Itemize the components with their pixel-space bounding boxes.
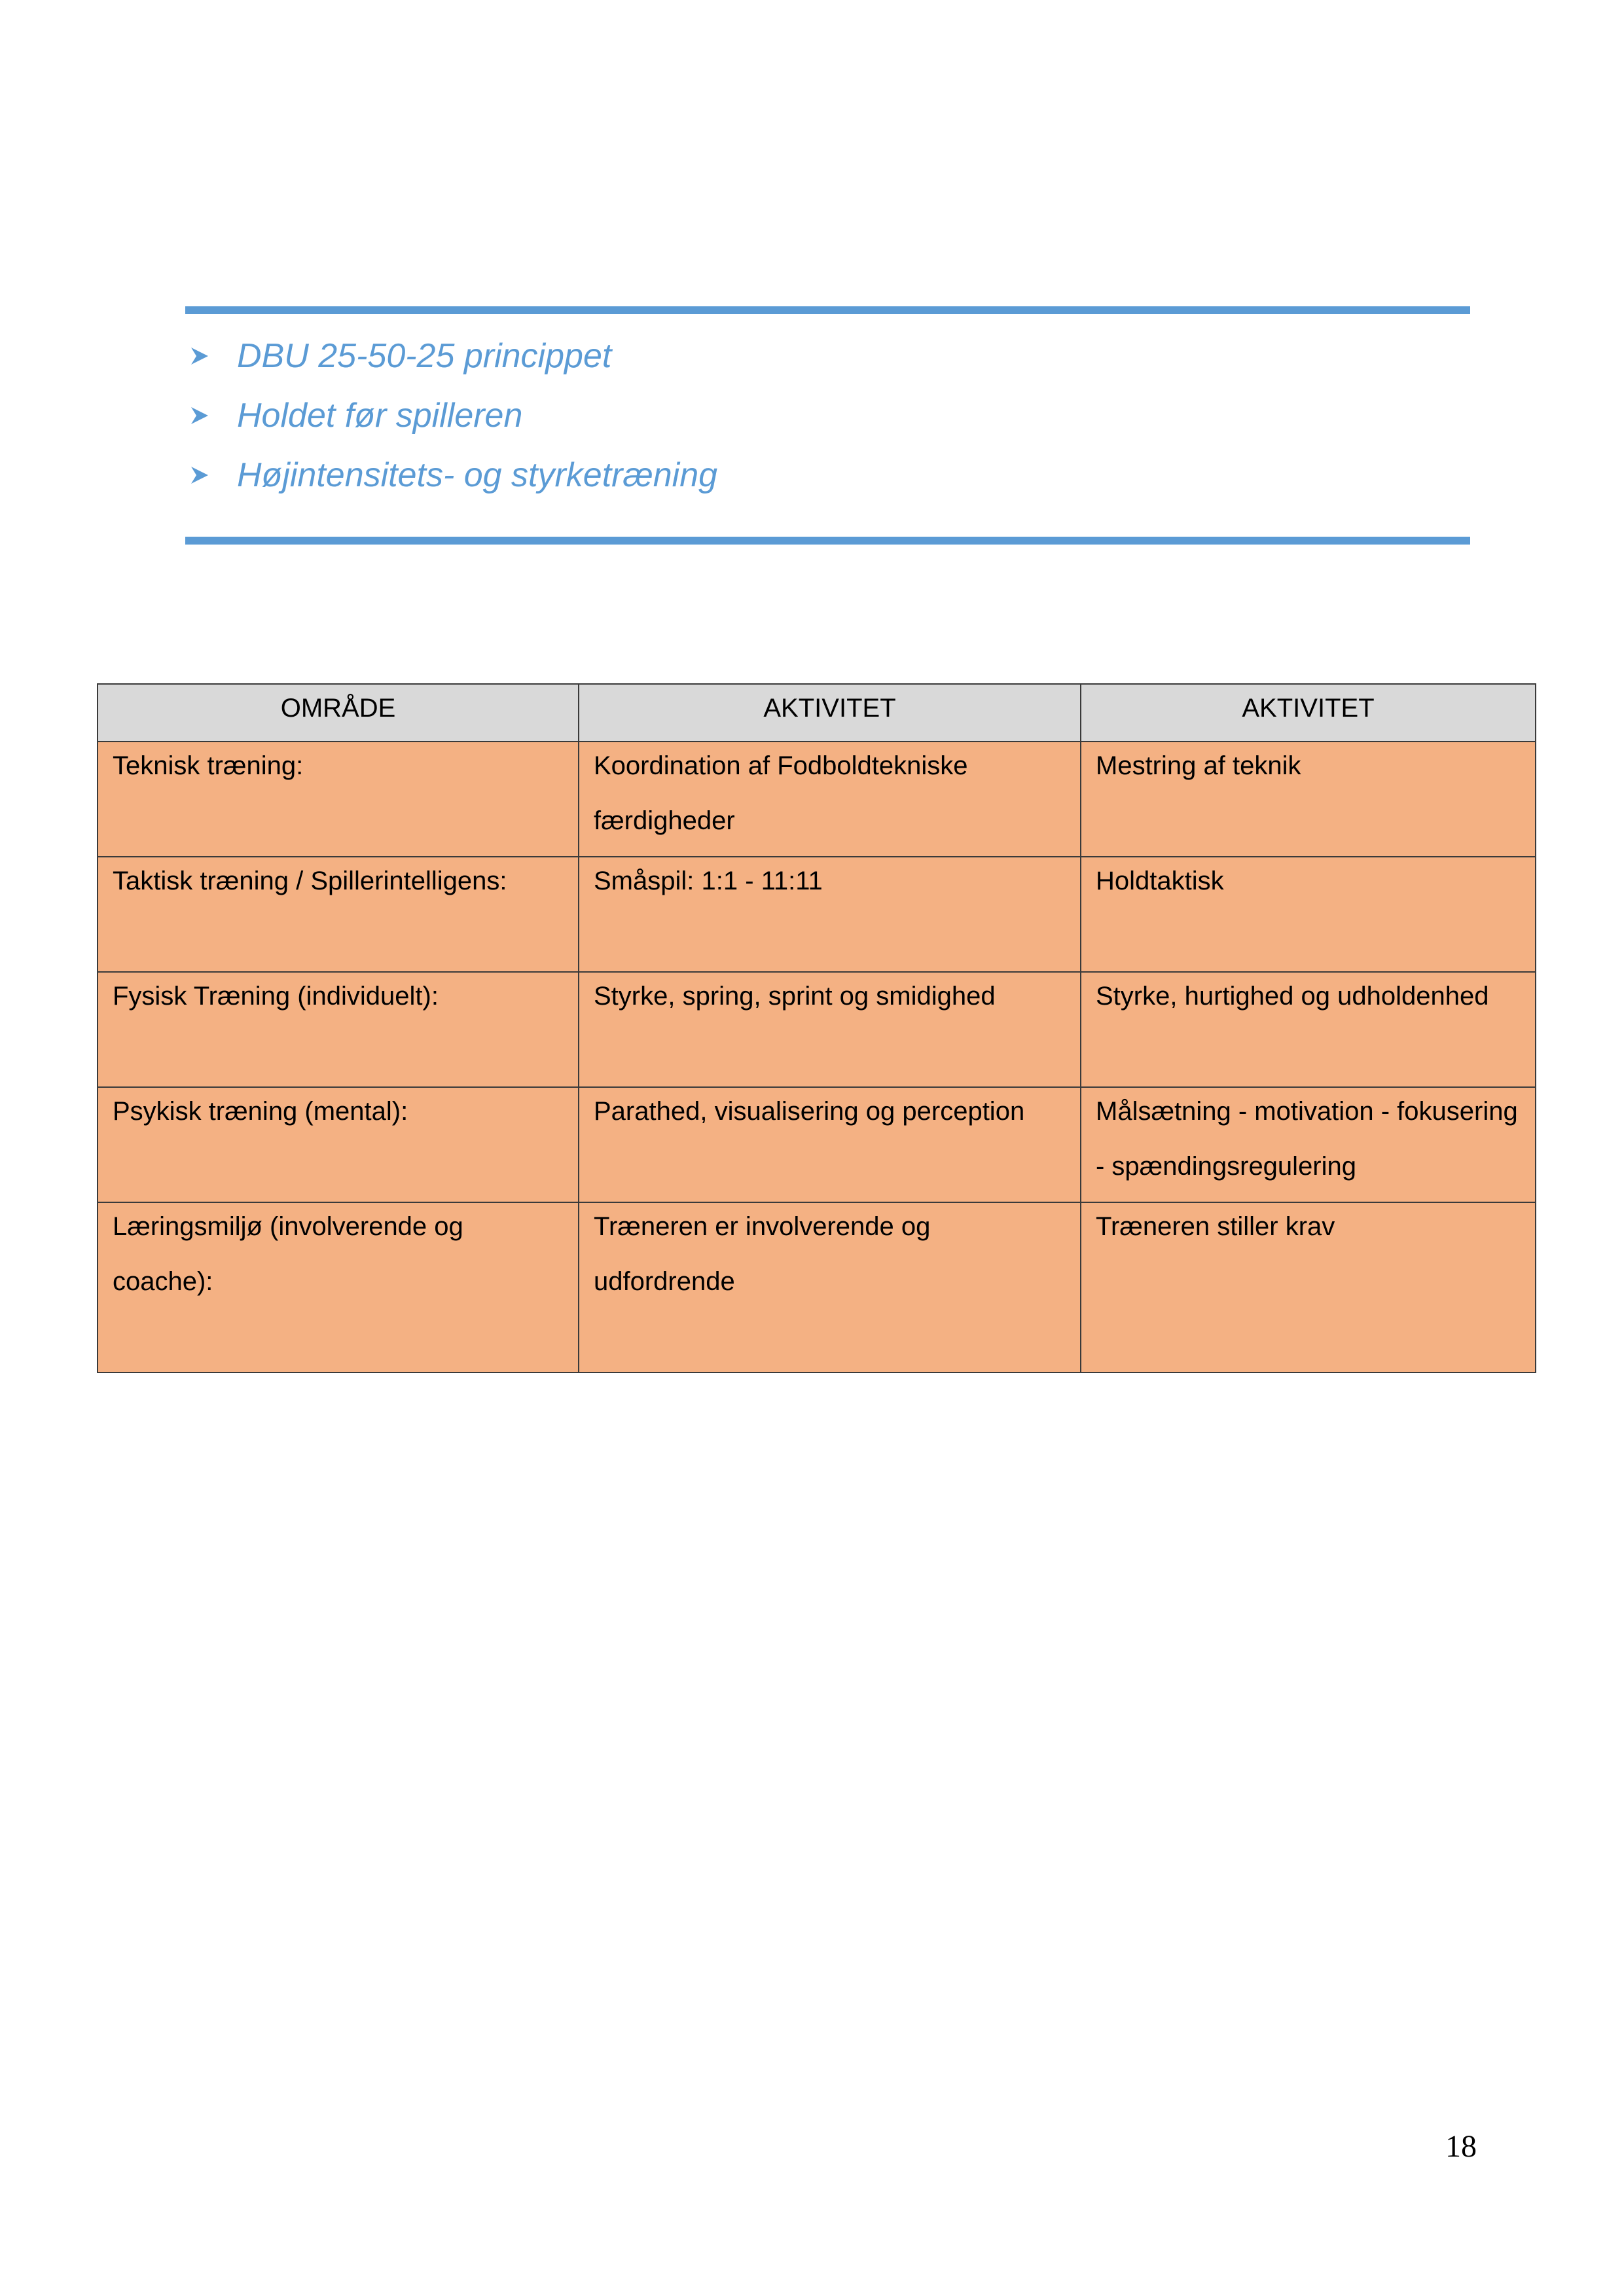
table-cell <box>1081 1087 1536 1202</box>
bullet-item <box>190 445 717 505</box>
cell-text: Mestring af teknik <box>1096 751 1301 780</box>
table-cell <box>98 1087 579 1202</box>
cell-text: Træneren er involverende og udfordrende <box>594 1212 931 1296</box>
cell-text: Koordination af Fodboldtekniske færdigheder <box>594 751 968 835</box>
table-cell <box>579 742 1081 857</box>
bottom-divider <box>185 537 1470 545</box>
table-header-row <box>98 684 1536 742</box>
cell-text: Fysisk Træning (individuelt): <box>113 982 439 1011</box>
bullet-text: DBU 25-50-25 princippet <box>237 336 612 375</box>
table-cell <box>1081 1202 1536 1372</box>
arrowhead-bullet-icon <box>190 406 209 425</box>
table-cell <box>579 1087 1081 1202</box>
table-cell <box>98 742 579 857</box>
bullet-text: Holdet før spilleren <box>237 396 523 435</box>
page-number: 18 <box>1445 2129 1477 2164</box>
table-row <box>98 742 1536 857</box>
cell-text: Taktisk træning / Spillerintelligens: <box>113 867 507 895</box>
table-row <box>98 972 1536 1087</box>
table-cell <box>98 972 579 1087</box>
cell-text: Teknisk træning: <box>113 751 304 780</box>
cell-text: Træneren stiller krav <box>1096 1212 1335 1241</box>
table-row <box>98 1087 1536 1202</box>
table-row <box>98 1202 1536 1372</box>
training-table <box>97 683 1536 1373</box>
table-cell <box>579 972 1081 1087</box>
bullet-list <box>190 326 717 505</box>
bullet-item <box>190 326 717 386</box>
top-divider <box>185 306 1470 314</box>
arrowhead-bullet-icon <box>190 346 209 366</box>
cell-text: Psykisk træning (mental): <box>113 1097 408 1126</box>
table-cell <box>1081 972 1536 1087</box>
bullet-text: Højintensitets- og styrketræning <box>237 456 718 494</box>
column-header-aktivitet-2: AKTIVITET <box>1081 684 1536 742</box>
table-cell <box>98 1202 579 1372</box>
cell-text: Holdtaktisk <box>1096 867 1224 895</box>
arrowhead-bullet-icon <box>190 465 209 485</box>
cell-text: Styrke, hurtighed og udholdenhed <box>1096 982 1489 1011</box>
cell-text: Styrke, spring, sprint og smidighed <box>594 982 996 1011</box>
table-cell <box>1081 742 1536 857</box>
cell-text: Parathed, visualisering og perception <box>594 1097 1025 1126</box>
table-cell <box>579 1202 1081 1372</box>
column-header-omraade: OMRÅDE <box>98 684 579 742</box>
table-cell <box>98 857 579 972</box>
table-cell <box>579 857 1081 972</box>
table-cell <box>1081 857 1536 972</box>
table-row <box>98 857 1536 972</box>
cell-text: Småspil: 1:1 - 11:11 <box>594 867 823 895</box>
cell-text: Målsætning - motivation - fokusering - spændingsregulering <box>1096 1097 1518 1181</box>
column-header-aktivitet-1: AKTIVITET <box>579 684 1081 742</box>
cell-text: Læringsmiljø (involverende og coache): <box>113 1212 463 1296</box>
bullet-item <box>190 386 717 445</box>
